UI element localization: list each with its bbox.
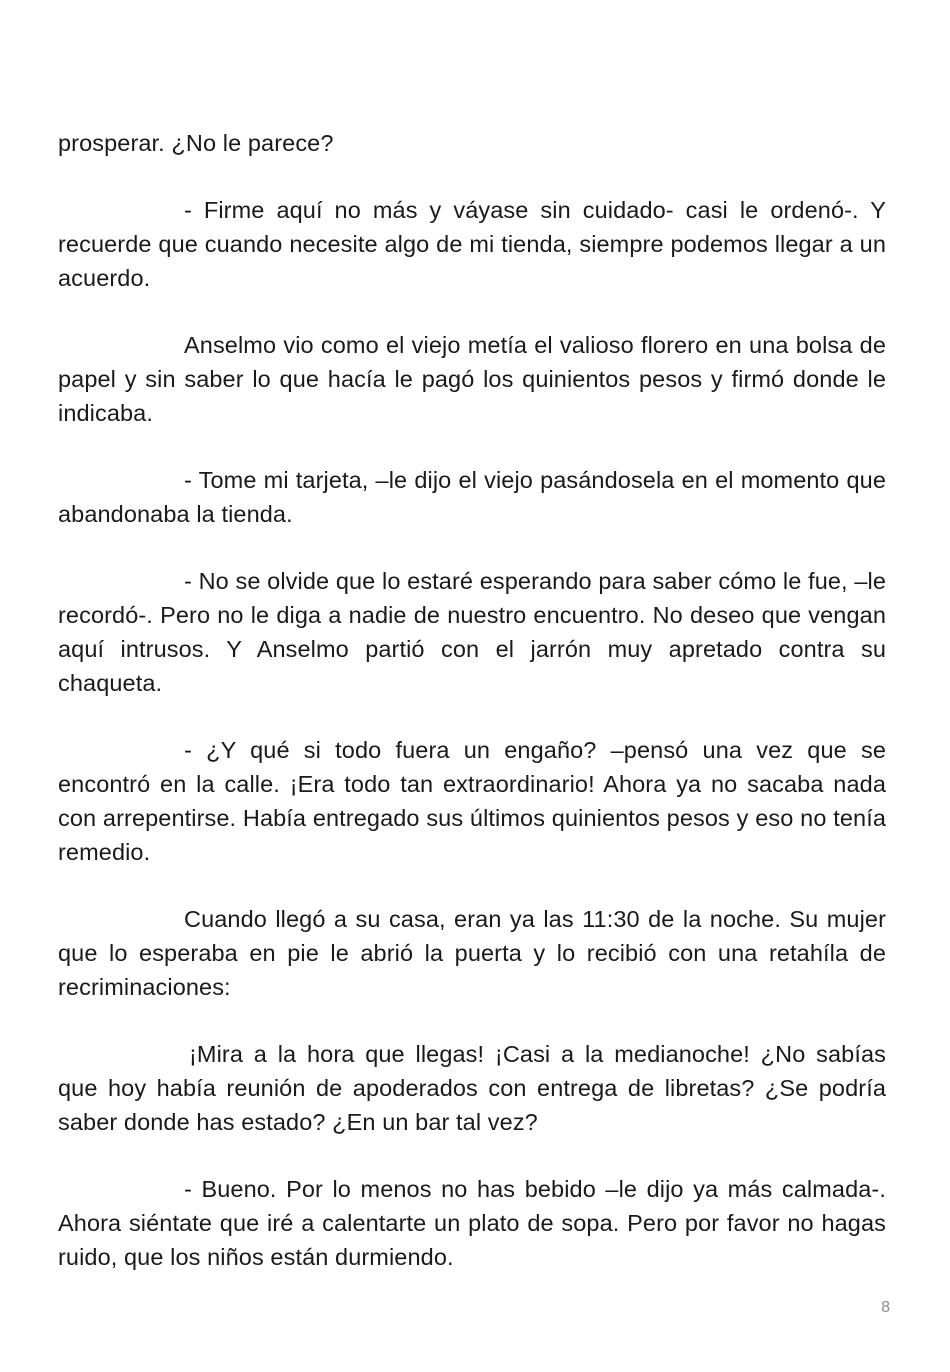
page-number: 8	[881, 1299, 890, 1316]
paragraph-continuation: prosperar. ¿No le parece?	[58, 130, 334, 156]
paragraph-dialogue-tarjeta: - Tome mi tarjeta, –le dijo el viejo pasándosela en el momento que abandonaba la tienda.	[58, 467, 886, 527]
paragraph-dialogue-firme: - Firme aquí no más y váyase sin cuidado- casi le ordenó-. Y recuerde que cuando necesite algo de mi tienda, siempre podemos llegar a un acuerdo.	[58, 197, 886, 291]
document-page	[58, 126, 886, 1307]
paragraph-recriminaciones: ¡Mira a la hora que llegas! ¡Casi a la medianoche! ¿No sabías que hoy había reunión de apoderados con entrega de libretas? ¿Se podría saber donde has estado? ¿En un bar tal vez?	[58, 1041, 886, 1135]
paragraph-anselmo-florero: Anselmo vio como el viejo metía el valioso florero en una bolsa de papel y sin saber lo que hacía le pagó los quinientos pesos y firmó donde le indicaba.	[58, 332, 886, 426]
paragraph-dialogue-engano: - ¿Y qué si todo fuera un engaño? –pensó una vez que se encontró en la calle. ¡Era todo tan extraordinario! Ahora ya no sacaba nada con arrepentirse. Había entregado sus últimos quinientos pesos y eso no tenía remedio.	[58, 737, 886, 865]
paragraph-dialogue-bueno: - Bueno. Por lo menos no has bebido –le dijo ya más calmada-. Ahora siéntate que iré a calentarte un plato de sopa. Pero por favor no hagas ruido, que los niños están durmiendo.	[58, 1176, 886, 1270]
paragraph-llego-casa: Cuando llegó a su casa, eran ya las 11:30 de la noche. Su mujer que lo esperaba en pie le abrió la puerta y lo recibió con una retahíla de recriminaciones:	[58, 906, 886, 1000]
paragraph-dialogue-no-se-olvide: - No se olvide que lo estaré esperando para saber cómo le fue, –le recordó-. Pero no le diga a nadie de nuestro encuentro. No deseo que vengan aquí intrusos. Y Anselmo partió con el jarrón muy apretado contra su chaqueta.	[58, 568, 886, 696]
